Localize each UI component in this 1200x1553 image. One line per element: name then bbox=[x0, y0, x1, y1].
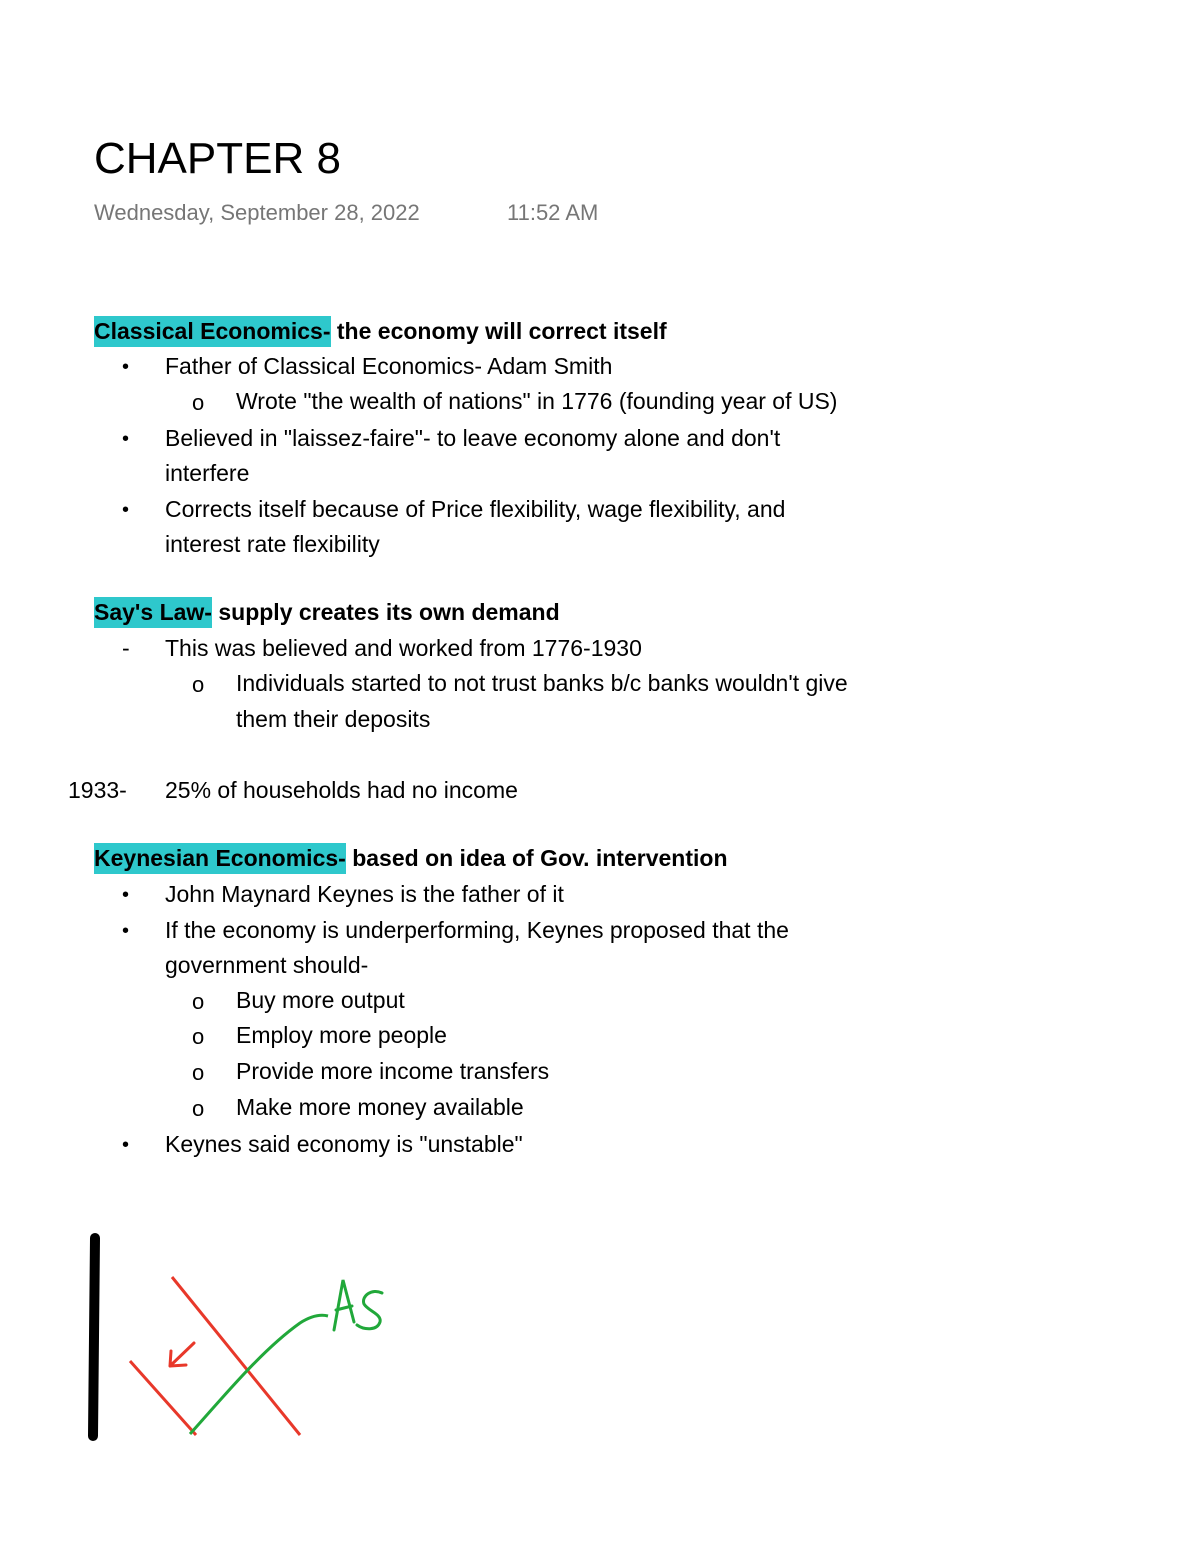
sketch-vertical-axis bbox=[93, 1238, 95, 1436]
list-item: Buy more output bbox=[236, 987, 405, 1013]
list-item-continued: them their deposits bbox=[236, 706, 431, 732]
bullet-disc: • bbox=[122, 920, 130, 942]
bullet-circle: o bbox=[192, 1024, 205, 1049]
heading-definition: supply creates its own demand bbox=[211, 599, 560, 625]
note-time: 11:52 AM bbox=[507, 200, 599, 225]
list-item: Make more money available bbox=[236, 1094, 524, 1120]
heading-definition: based on idea of Gov. intervention bbox=[345, 845, 728, 871]
bullet-disc: • bbox=[122, 1134, 130, 1156]
heading-definition: the economy will correct itself bbox=[330, 318, 667, 344]
list-item-continued: interest rate flexibility bbox=[165, 531, 380, 557]
list-item: Provide more income transfers bbox=[236, 1058, 550, 1084]
bullet-circle: o bbox=[192, 1060, 205, 1085]
year-label: 1933- bbox=[68, 777, 127, 803]
sketch-shift-arrow bbox=[170, 1343, 194, 1366]
note-date: Wednesday, September 28, 2022 bbox=[94, 200, 420, 225]
list-item: Father of Classical Economics- Adam Smith bbox=[165, 353, 613, 379]
bullet-circle: o bbox=[192, 989, 205, 1014]
list-item: Individuals started to not trust banks b/c banks wouldn't give bbox=[236, 670, 848, 696]
list-item: This was believed and worked from 1776-1930 bbox=[165, 635, 642, 661]
list-item: Keynes said economy is "unstable" bbox=[165, 1131, 523, 1157]
year-note-text: 25% of households had no income bbox=[165, 777, 518, 803]
list-item-continued: government should- bbox=[165, 952, 369, 978]
highlighted-term: Keynesian Economics- bbox=[94, 843, 346, 874]
list-item: Wrote "the wealth of nations" in 1776 (founding year of US) bbox=[236, 388, 838, 414]
list-item: Believed in "laissez-faire"- to leave economy alone and don't bbox=[165, 425, 781, 451]
sketch-demand-line-shifted bbox=[130, 1361, 196, 1435]
bullet-disc: • bbox=[122, 884, 130, 906]
list-item: If the economy is underperforming, Keynes proposed that the bbox=[165, 917, 789, 943]
bullet-disc: • bbox=[122, 356, 130, 378]
highlighted-term: Say's Law- bbox=[94, 597, 212, 628]
sketch-supply-curve bbox=[190, 1315, 328, 1434]
bullet-circle: o bbox=[192, 1096, 205, 1121]
bullet-circle: o bbox=[192, 390, 205, 415]
bullet-disc: • bbox=[122, 499, 130, 521]
list-item: Corrects itself because of Price flexibility, wage flexibility, and bbox=[165, 496, 786, 522]
list-item: John Maynard Keynes is the father of it bbox=[165, 881, 564, 907]
bullet-disc: • bbox=[122, 428, 130, 450]
sketch-demand-line-original bbox=[172, 1277, 300, 1435]
list-item: Employ more people bbox=[236, 1022, 447, 1048]
page-title: CHAPTER 8 bbox=[94, 134, 341, 183]
list-item-continued: interfere bbox=[165, 460, 250, 486]
bullet-circle: o bbox=[192, 672, 205, 697]
sketch-as-label-strokes bbox=[334, 1280, 382, 1330]
highlighted-term: Classical Economics- bbox=[94, 316, 331, 347]
bullet-dash: - bbox=[122, 635, 130, 661]
